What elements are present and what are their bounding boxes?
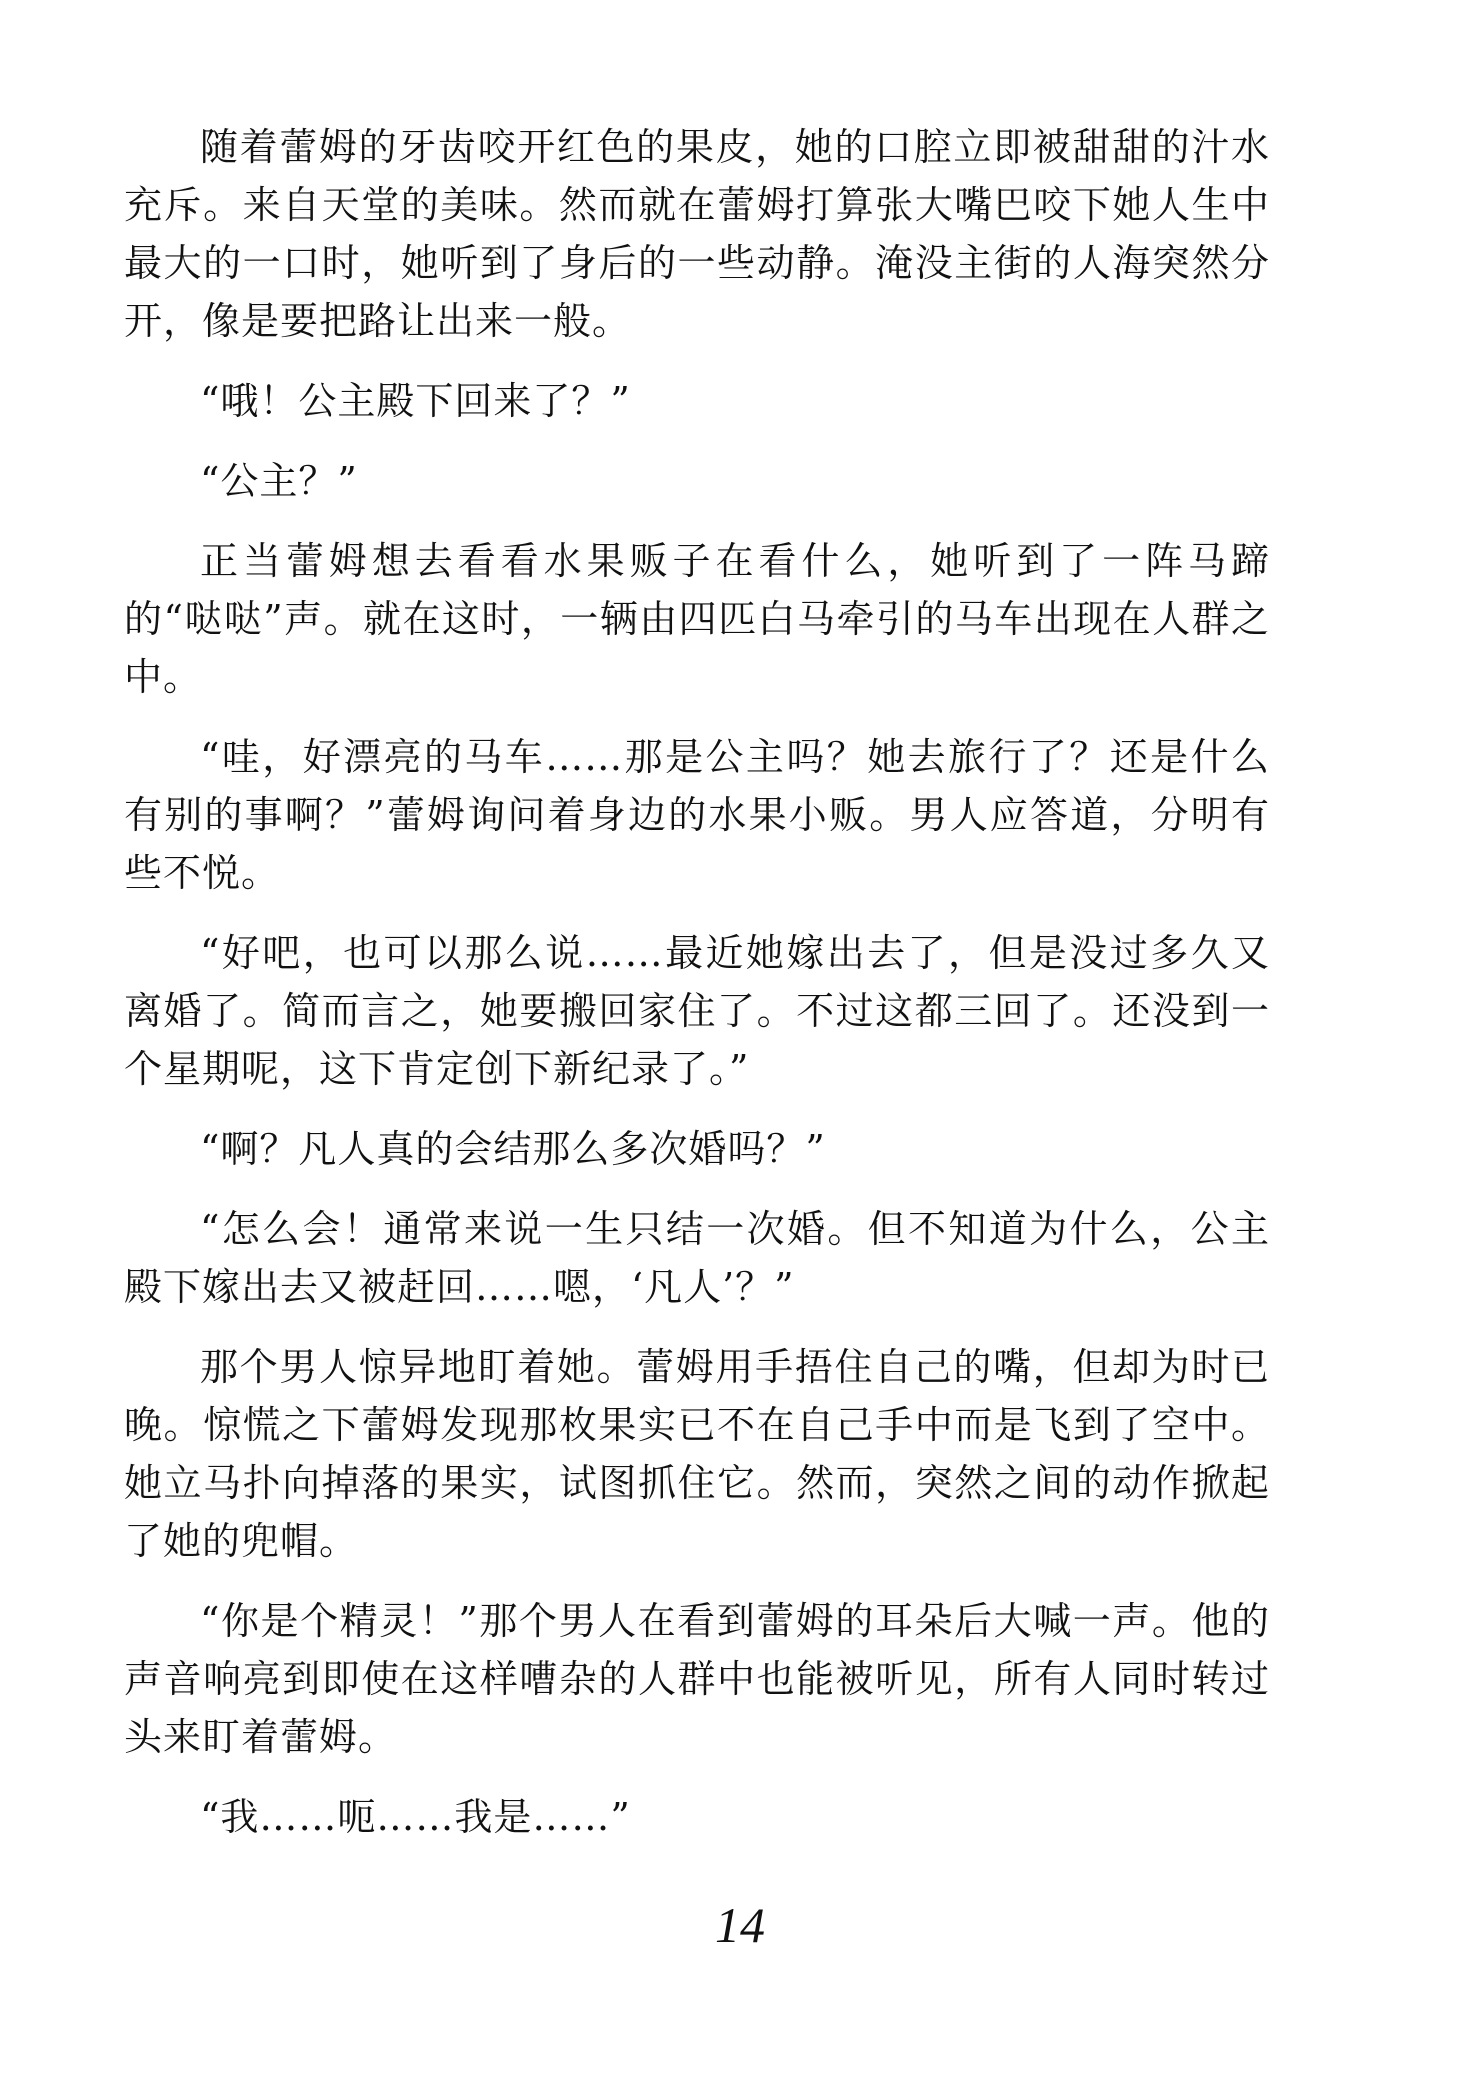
paragraph: “我……呃……我是……” [200,1795,631,1839]
page-number: 14 [715,1897,765,1953]
paragraph: “啊？凡人真的会结那么多次婚吗？” [200,1127,826,1171]
paragraph: 随着蕾姆的牙齿咬开红色的果皮，她的口腔立即被甜甜的汁水充斥。来自天堂的美味。然而就在蕾姆打算张大嘴巴咬下她人生中最大的一口时，她听到了身后的一些动静。淹没主街的人海突然分开，像是要把路让出来一般。 [124,125,1270,343]
paragraph: “好吧，也可以那么说……最近她嫁出去了，但是没过多久又离婚了。简而言之，她要搬回家住了。不过这都三回了。还没到一个星期呢，这下肯定创下新纪录了。” [124,931,1270,1091]
paragraph: “你是个精灵！”那个男人在看到蕾姆的耳朵后大喊一声。他的声音响亮到即使在这样嘈杂的人群中也能被听见，所有人同时转过头来盯着蕾姆。 [124,1599,1270,1759]
paragraph: “哦！公主殿下回来了？” [200,379,631,423]
paragraph: “公主？” [200,459,358,503]
body-text [124,118,1270,1868]
paragraph: 那个男人惊异地盯着她。蕾姆用手捂住自己的嘴，但却为时已晚。惊慌之下蕾姆发现那枚果实已不在自己手中而是飞到了空中。她立马扑向掉落的果实，试图抓住它。然而，突然之间的动作掀起了她的兜帽。 [124,1345,1270,1563]
paragraph: “哇，好漂亮的马车……那是公主吗？她去旅行了？还是什么有别的事啊？”蕾姆询问着身边的水果小贩。男人应答道，分明有些不悦。 [124,735,1270,895]
paragraph: 正当蕾姆想去看看水果贩子在看什么，她听到了一阵马蹄的“哒哒”声。就在这时，一辆由四匹白马牵引的马车出现在人群之中。 [124,539,1270,699]
paragraph: “怎么会！通常来说一生只结一次婚。但不知道为什么，公主殿下嫁出去又被赶回……嗯，‘凡人’？” [124,1207,1270,1309]
